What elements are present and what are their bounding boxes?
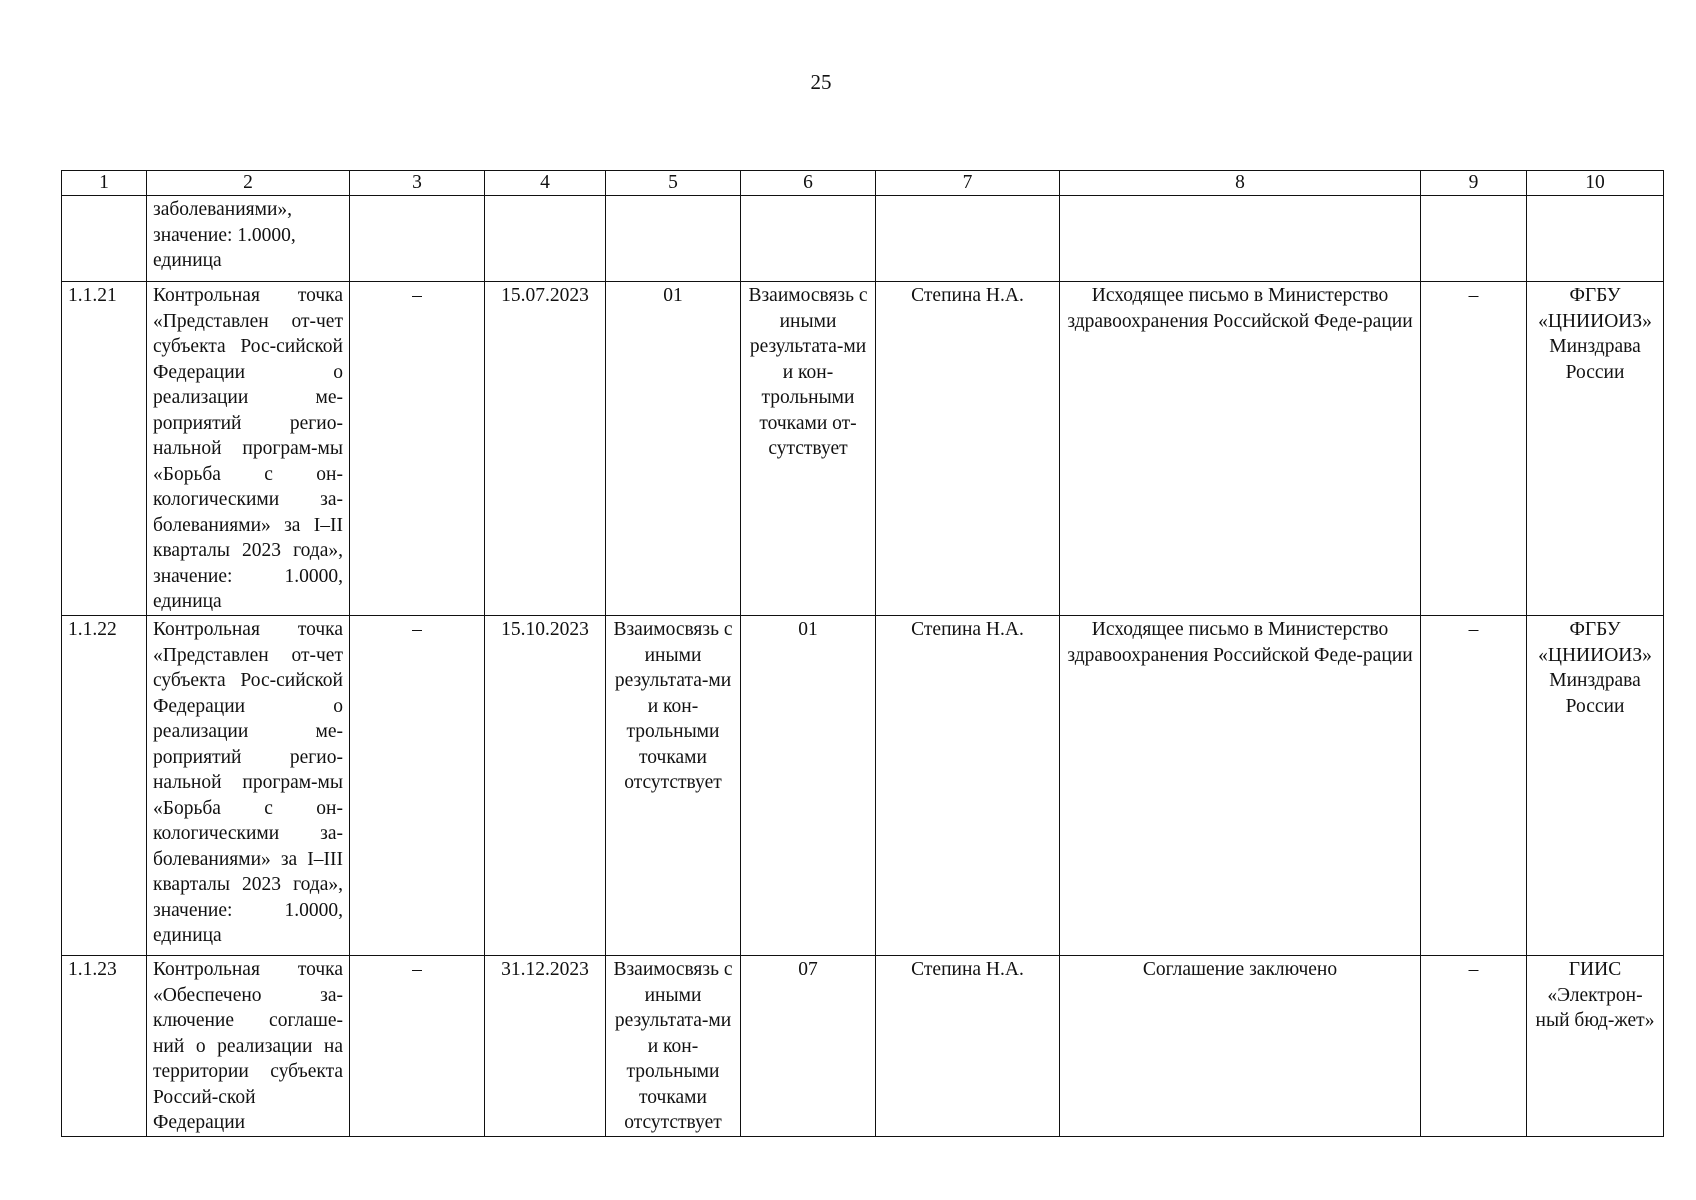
cell-number: 1.1.22	[62, 616, 147, 956]
cell-9	[1421, 196, 1527, 282]
cell-name-text: Контрольная точка «Представлен от-чет субъекта Рос-сийской Федерации о реализации ме-роприятий регио-нальной програм-мы «Борьба с он-кологическими за-болеваниями» за I–II кварталы 2023 года», значение: 1.0000, единица	[153, 285, 343, 612]
cell-6: 07	[741, 956, 876, 1137]
cell-number: 1.1.21	[62, 282, 147, 616]
cell-5	[606, 196, 741, 282]
cell-name	[147, 956, 350, 1137]
cell-document: Исходящее письмо в Министерство здравоохранения Российской Феде-рации	[1060, 282, 1421, 616]
cell-3: –	[350, 616, 485, 956]
cell-date	[485, 196, 606, 282]
column-header: 10	[1527, 171, 1664, 196]
cell-date: 31.12.2023	[485, 956, 606, 1137]
cell-number	[62, 196, 147, 282]
table-row	[62, 616, 1664, 956]
cell-document: Соглашение заключено	[1060, 956, 1421, 1137]
cell-date: 15.07.2023	[485, 282, 606, 616]
cell-9: –	[1421, 956, 1527, 1137]
column-header: 2	[147, 171, 350, 196]
column-header: 6	[741, 171, 876, 196]
column-header: 9	[1421, 171, 1527, 196]
cell-responsible	[876, 196, 1060, 282]
cell-3	[350, 196, 485, 282]
cell-source	[1527, 196, 1664, 282]
cell-5: 01	[606, 282, 741, 616]
cell-name-text: Контрольная точка «Обеспечено за-ключение соглаше-ний о реализации на территории субъекта Россий-ской Федерации	[153, 959, 343, 1133]
cell-5: Взаимосвязь с иными результата-ми и кон-трольными точками отсутствует	[606, 616, 741, 956]
cell-responsible: Степина Н.А.	[876, 616, 1060, 956]
column-header: 8	[1060, 171, 1421, 196]
column-header: 4	[485, 171, 606, 196]
table-row	[62, 282, 1664, 616]
results-table	[61, 170, 1664, 1137]
cell-name-text: заболеваниями», значение: 1.0000, единица	[153, 199, 296, 271]
cell-9: –	[1421, 616, 1527, 956]
table-row	[62, 196, 1664, 282]
column-header: 5	[606, 171, 741, 196]
cell-document: Исходящее письмо в Министерство здравоохранения Российской Феде-рации	[1060, 616, 1421, 956]
cell-6: 01	[741, 616, 876, 956]
cell-source: ГИИС «Электрон-ный бюд-жет»	[1527, 956, 1664, 1137]
column-header: 1	[62, 171, 147, 196]
cell-name-text: Контрольная точка «Представлен от-чет субъекта Рос-сийской Федерации о реализации ме-роприятий регио-нальной програм-мы «Борьба с он-кологическими за-болеваниями» за I–III кварталы 2023 года», значение: 1.0000, единица	[153, 619, 343, 946]
cell-3: –	[350, 282, 485, 616]
column-header: 7	[876, 171, 1060, 196]
page-number: 25	[810, 70, 832, 94]
cell-name	[147, 196, 350, 282]
cell-responsible: Степина Н.А.	[876, 956, 1060, 1137]
cell-source: ФГБУ «ЦНИИОИЗ» Минздрава России	[1527, 282, 1664, 616]
cell-source: ФГБУ «ЦНИИОИЗ» Минздрава России	[1527, 616, 1664, 956]
cell-3: –	[350, 956, 485, 1137]
cell-document	[1060, 196, 1421, 282]
table-header-row	[62, 171, 1664, 196]
cell-date: 15.10.2023	[485, 616, 606, 956]
cell-6: Взаимосвязь с иными результата-ми и кон-трольными точками от-сутствует	[741, 282, 876, 616]
cell-6	[741, 196, 876, 282]
cell-9: –	[1421, 282, 1527, 616]
cell-name	[147, 616, 350, 956]
cell-number: 1.1.23	[62, 956, 147, 1137]
cell-5: Взаимосвязь с иными результата-ми и кон-трольными точками отсутствует	[606, 956, 741, 1137]
cell-responsible: Степина Н.А.	[876, 282, 1060, 616]
table-row	[62, 956, 1664, 1137]
column-header: 3	[350, 171, 485, 196]
cell-name	[147, 282, 350, 616]
